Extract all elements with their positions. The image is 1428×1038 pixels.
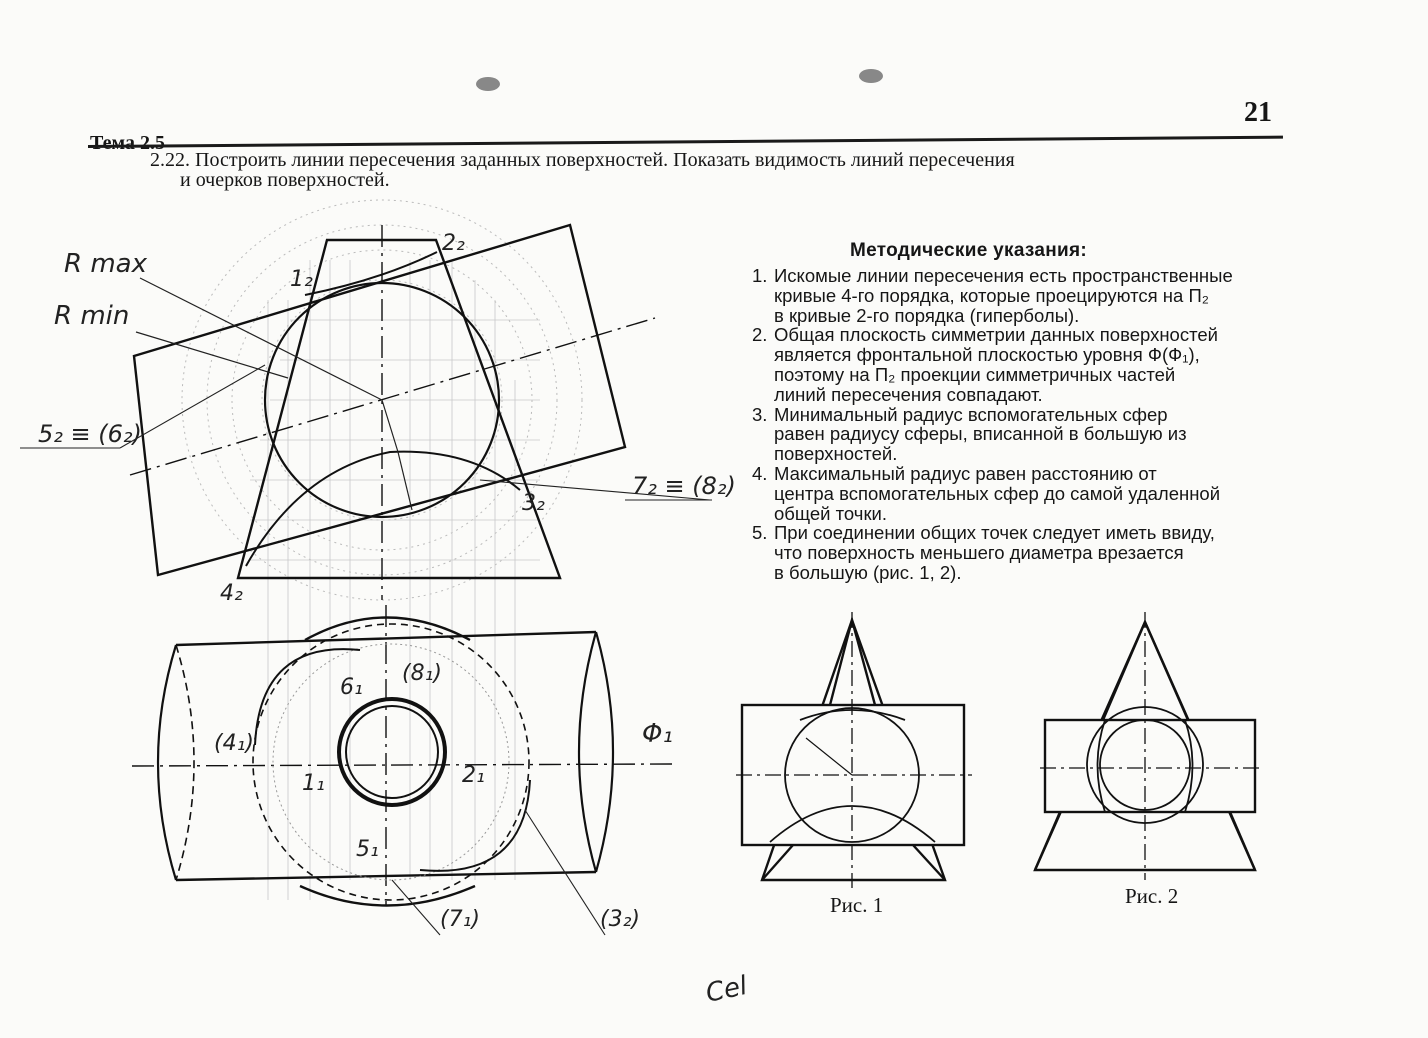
- guideline-line: линий пересечения совпадают.: [774, 383, 1043, 405]
- cylinder-left-end: [158, 645, 176, 880]
- phi-plane-trace: [132, 764, 672, 766]
- cone-base-arc-bottom: [300, 886, 475, 906]
- task-number: 2.22.: [150, 149, 190, 171]
- guideline-number: 4.: [752, 462, 768, 484]
- cylinder-right-end: [596, 632, 613, 872]
- guideline-line: кривые 4-го порядка, которые проецируются на П₂: [774, 284, 1209, 306]
- fig2-cone-left: [1035, 812, 1060, 870]
- label-point-2: 2₂: [442, 231, 465, 256]
- guideline-number: 3.: [752, 403, 768, 425]
- guideline-line: является фронтальной плоскостью уровня Ф(Ф₁),: [774, 344, 1200, 366]
- label-phi: Φ₁: [642, 719, 673, 749]
- label-point-1-top: 1₁: [302, 771, 325, 796]
- label-point-4: 4₂: [220, 581, 243, 606]
- guideline-number: 2.: [752, 324, 768, 346]
- guideline-line: Минимальный радиус вспомогательных сфер: [774, 403, 1168, 425]
- guidelines-title: Методические указания:: [850, 240, 1088, 261]
- guideline-line: равен радиусу сферы, вписанной в большую из: [774, 423, 1187, 445]
- task-text-2: и очерков поверхностей.: [180, 169, 390, 191]
- figure-1-caption: Рис. 1: [830, 893, 884, 917]
- fig2-cone-right: [1230, 812, 1255, 870]
- fig1-cone-left: [762, 845, 793, 880]
- construction-circle: [273, 644, 509, 880]
- figure-2-caption: Рис. 2: [1125, 884, 1179, 908]
- label-point-7-8: 7₂ ≡ (8₂): [632, 472, 736, 500]
- guideline-number: 1.: [752, 265, 768, 286]
- page-number: 21: [1244, 97, 1272, 128]
- task-text-1: Построить линии пересечения заданных поверхностей. Показать видимость линий пересечения: [195, 149, 1015, 171]
- guideline-line: в кривые 2-го порядка (гиперболы).: [774, 304, 1080, 326]
- cylinder-right-end-inner: [579, 632, 596, 872]
- guideline-line: что поверхность меньшего диаметра врезается: [774, 542, 1184, 564]
- label-point-8-top: (8₁): [402, 661, 442, 686]
- label-point-5-top: 5₁: [356, 837, 379, 862]
- cone-top-inner-circle: [346, 706, 438, 798]
- figure-2: [1035, 612, 1262, 880]
- guideline-line: центра вспомогательных сфер до самой удаленной: [774, 482, 1221, 504]
- label-point-4-top: (4₁): [214, 731, 254, 756]
- guideline-line: в большую (рис. 1, 2).: [774, 561, 962, 583]
- intersection-curve-top: [253, 624, 529, 900]
- fig2-cylinder: [1045, 720, 1255, 812]
- punch-hole: [476, 77, 500, 91]
- label-point-6-top: 6₁: [340, 675, 363, 700]
- cone-front-outline: [238, 240, 560, 578]
- guideline-line: Искомые линии пересечения есть пространственные: [774, 265, 1233, 286]
- label-point-3-top: (3₂): [600, 907, 640, 932]
- radius-line: [382, 400, 398, 452]
- guideline-line: При соединении общих точек следует иметь ввиду,: [774, 522, 1215, 544]
- label-r-max: R max: [64, 249, 147, 279]
- label-point-7-top: (7₁): [440, 907, 480, 932]
- topic-heading: Тема 2.5: [90, 132, 165, 154]
- label-point-1: 1₂: [290, 267, 313, 292]
- figure-1: [736, 612, 972, 888]
- label-point-3: 3₂: [522, 491, 545, 516]
- punch-hole: [859, 69, 883, 83]
- guideline-line: общей точки.: [774, 502, 888, 524]
- label-point-2-top: 2₁: [462, 763, 485, 788]
- guideline-line: поверхностей.: [774, 443, 898, 465]
- cone-top-circle: [339, 699, 445, 805]
- cylinder-left-end-hidden: [176, 645, 194, 880]
- fig1-cone-right: [913, 845, 945, 880]
- label-point-5-6: 5₂ ≡ (6₂): [38, 420, 142, 448]
- handwritten-scribble: Cel: [703, 970, 750, 1009]
- label-r-min: R min: [54, 301, 130, 331]
- guideline-line: Максимальный радиус равен расстоянию от: [774, 462, 1157, 484]
- guideline-number: 5.: [752, 522, 768, 544]
- guideline-line: поэтому на П₂ проекции симметричных частей: [774, 363, 1176, 385]
- r-max-leader: [140, 278, 382, 400]
- leader-7: [392, 880, 440, 935]
- guideline-line: Общая плоскость симметрии данных поверхностей: [774, 324, 1218, 346]
- r-min-leader: [136, 332, 288, 378]
